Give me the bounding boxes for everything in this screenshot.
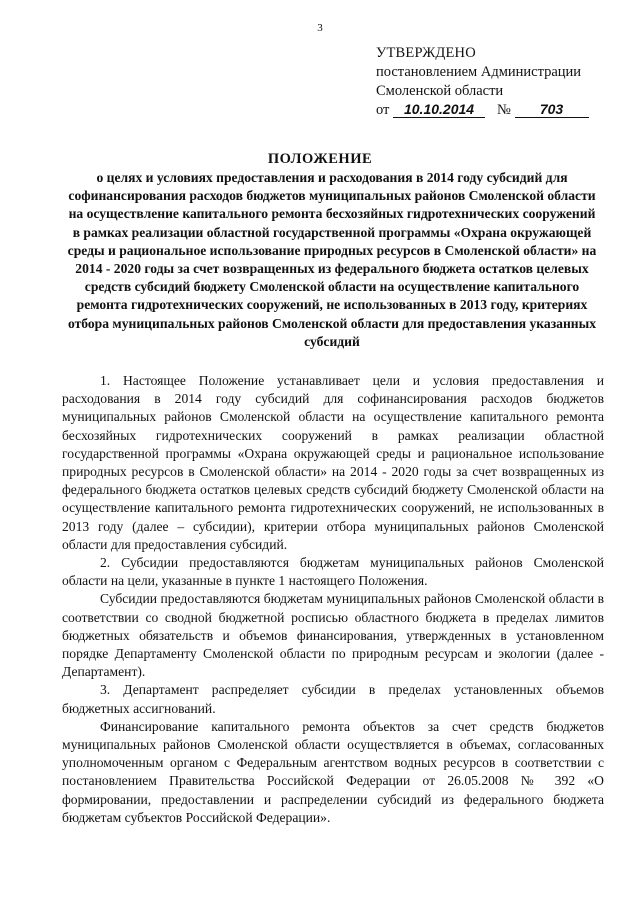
paragraph-5: Финансирование капитального ремонта объектов за счет средств бюджетов муниципальных районов Смоленской области осуществляется в объемах, согласованных уполномоченным органом с Федеральным агентством водных ресурсов в соответствии с постановлением Правительства Российской Федерации от 26.05.2008 № 392 «О формировании, предоставлении и распределении субсидий из федерального бюджета бюджетам субъектов Российской Федерации». — [62, 718, 604, 825]
approval-from-label: от — [376, 102, 390, 118]
approval-line-1: постановлением Администрации — [376, 64, 582, 80]
page-number: 3 — [317, 22, 323, 34]
approval-date-line — [376, 101, 589, 120]
paragraph-2: 2. Субсидии предоставляются бюджетам муниципальных районов Смоленской области на цели, указанные в пункте 1 настоящего Положения. — [62, 555, 604, 589]
paragraph-3: Субсидии предоставляются бюджетам муниципальных районов Смоленской области в соответствии со сводной бюджетной росписью областного бюджета в пределах лимитов бюджетных обязательств и объемов финансирования, утвержденных в установленном порядке Департаменту Смоленской области по природным ресурсам и экологии (далее - Департамент). — [62, 591, 604, 680]
approval-heading: УТВЕРЖДЕНО — [376, 45, 476, 61]
document-body — [62, 372, 604, 827]
approval-number-label: № — [497, 102, 511, 118]
paragraph-4: 3. Департамент распределяет субсидии в пределах установленных объемов бюджетных ассигнований. — [62, 682, 604, 716]
approval-number: 703 — [515, 101, 589, 118]
document-subtitle: о целях и условиях предоставления и расходования в 2014 году субсидий для софинансирования расходов бюджетов муниципальных районов Смоленской области на осуществление капитального ремонта бесхозяйных гидротехнических сооружений в рамках реализации областной государственной программы «Охрана окружающей среды и рациональное использование природных ресурсов в Смоленской области» на 2014 - 2020 годы за счет возвращенных из федерального бюджета остатков целевых средств субсидий бюджету Смоленской области на осуществление капитального ремонта гидротехнических сооружений, не использованных в 2013 году, критериях отбора муниципальных районов Смоленской области для предоставления указанных субсидий — [67, 170, 597, 349]
approval-line-2: Смоленской области — [376, 83, 504, 99]
approval-stamp — [376, 44, 589, 120]
paragraph-1: 1. Настоящее Положение устанавливает цели и условия предоставления и расходования в 2014 году субсидий для софинансирования расходов бюджетов муниципальных районов Смоленской области на осуществление капитального ремонта бесхозяйных гидротехнических сооружений в рамках реализации областной государственной программы «Охрана окружающей среды и рациональное использование природных ресурсов в Смоленской области» на 2014 - 2020 годы за счет возвращенных из федерального бюджета остатков целевых средств субсидий бюджету Смоленской области на осуществление капитального ремонта гидротехнических сооружений, не использованных в 2013 году (далее – субсидии), критерии отбора муниципальных районов Смоленской области для предоставления субсидий. — [62, 373, 604, 552]
approval-date: 10.10.2014 — [393, 101, 485, 118]
document-title: ПОЛОЖЕНИЕ — [267, 151, 373, 167]
